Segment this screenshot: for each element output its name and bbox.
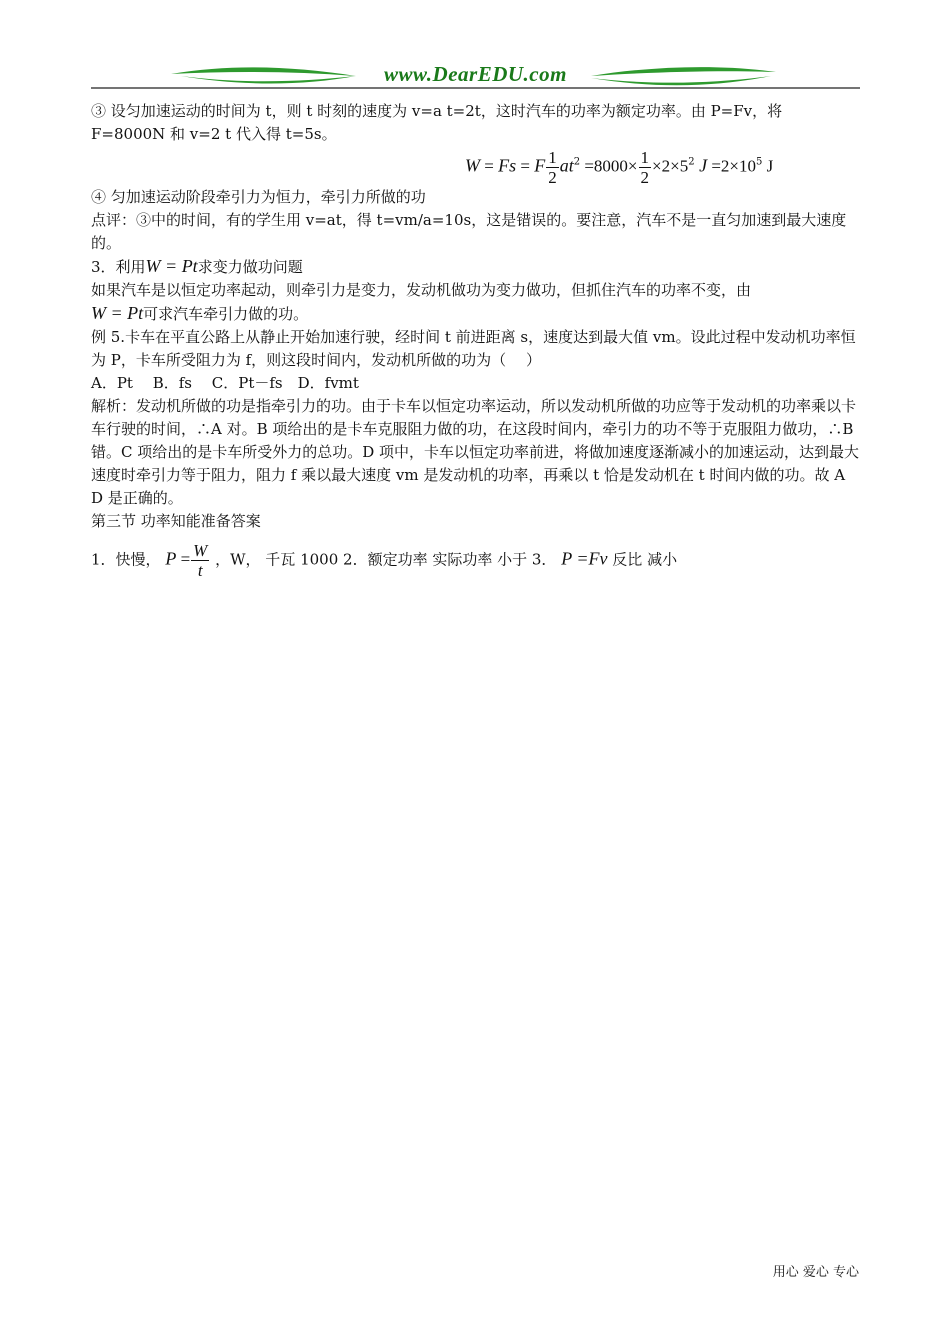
section3-prefix: 3．利用 <box>91 258 146 276</box>
work-formula <box>91 146 860 190</box>
formula-f: F <box>534 155 546 176</box>
document-body <box>91 100 860 580</box>
formula-half-fraction-2 <box>639 148 652 187</box>
fraction-numerator: 1 <box>548 148 557 167</box>
section-title: 第三节 功率知能准备答案 <box>91 512 261 530</box>
answer-3: 反比 减小 <box>612 550 678 569</box>
paragraph-step3: ③ 设匀加速运动的时间为 t，则 t 时刻的速度为 v=a t=2t，这时汽车的功率为额定功率。由 P=Fv，将 F=8000N 和 v=2 t 代入得 t=5s。 <box>91 102 783 143</box>
fraction-denominator: 2 <box>548 168 557 187</box>
logo-text: www.DearEDU.com <box>384 62 567 86</box>
formula-fs: Fs <box>498 155 517 176</box>
answers-row <box>91 541 860 580</box>
formula-half-fraction <box>546 148 559 187</box>
formula-unit: J <box>762 156 774 176</box>
paragraph-variable-force: 如果汽车是以恒定功率起动，则牵引力是变力，发动机做功为变力做功，但抓住汽车的功率不变，由 <box>91 281 752 299</box>
formula-exponent: 5 <box>756 156 763 168</box>
answer-fraction-den: t <box>197 561 203 580</box>
section3-formula: W = Pt <box>145 256 198 276</box>
formula-square-2: 2 <box>688 156 695 168</box>
answer-2: ，W， 千瓦 1000 2．额定功率 实际功率 小于 3． <box>215 550 557 569</box>
answer-p: P <box>165 548 177 569</box>
formula-eq1: = <box>480 156 499 176</box>
work-formula-expression <box>465 148 773 187</box>
fraction-numerator-2: 1 <box>640 148 650 167</box>
example-options: A．Pt B．fs C．Pt－fs D．fvmt <box>91 374 359 392</box>
header-banner <box>91 58 860 90</box>
answer-fraction-num: W <box>193 541 208 560</box>
section3-suffix: 求变力做功问题 <box>197 258 303 276</box>
formula-eq4: =2×10 <box>707 156 757 176</box>
formula-at: at <box>559 155 574 176</box>
answer-eq: = <box>176 549 191 569</box>
paragraph-comment: 点评：③中的时间，有的学生用 v=at，得 t=vm/a=10s，这是错误的。要注意，汽车不是一直匀加速到最大速度的。 <box>91 211 847 252</box>
fraction-denominator-2: 2 <box>640 168 650 187</box>
variable-force-formula: W = Pt <box>91 303 144 323</box>
formula-eq2: = <box>516 156 535 176</box>
formula-eq3: =8000× <box>580 156 638 176</box>
formula-j: J <box>694 155 708 176</box>
paragraph-step4: ④ 匀加速运动阶段牵引力为恒力，牵引力所做的功 <box>91 188 426 206</box>
formula-mid: ×2×5 <box>652 156 689 176</box>
formula-w: W <box>465 155 480 176</box>
footer-slogan: 用心 爱心 专心 <box>772 1265 859 1280</box>
formula-square: 2 <box>573 156 581 168</box>
section3-heading <box>91 255 860 279</box>
answer-fraction <box>191 541 209 580</box>
answer-pfv: P =Fv <box>561 548 608 569</box>
variable-force-text: 可求汽车牵引力做的功。 <box>143 305 309 323</box>
answer-1: 1．快慢， <box>91 550 161 569</box>
paragraph-variable-force-2 <box>91 302 860 326</box>
example-analysis: 解析：发动机所做的功是指牵引力的功。由于卡车以恒定功率运动，所以发动机所做的功应等于发动机的功率乘以卡车行驶的时间，∴A 对。B 项给出的是卡车克服阻力做的功，在这段时间内，牵引力的功不等于克服阻力做功，∴B 错。C 项给出的是卡车所受外力的总功。D 项中，卡车以恒定功率前进，将做加速度逐渐减小的加速运动，达到最大速度时牵引力等于阻力，阻力 f 乘以最大速度 vm 是发动机的功率，再乘以 t 恰是发动机在 t 时间内做的功。故 A D 是正确的。 <box>91 397 860 507</box>
example-question: 例 5.卡车在平直公路上从静止开始加速行驶，经时间 t 前进距离 s，速度达到最大值 vm。设此过程中发动机功率恒为 P，卡车所受阻力为 f，则这段时间内，发动机所做的功为（ ） <box>91 328 856 369</box>
